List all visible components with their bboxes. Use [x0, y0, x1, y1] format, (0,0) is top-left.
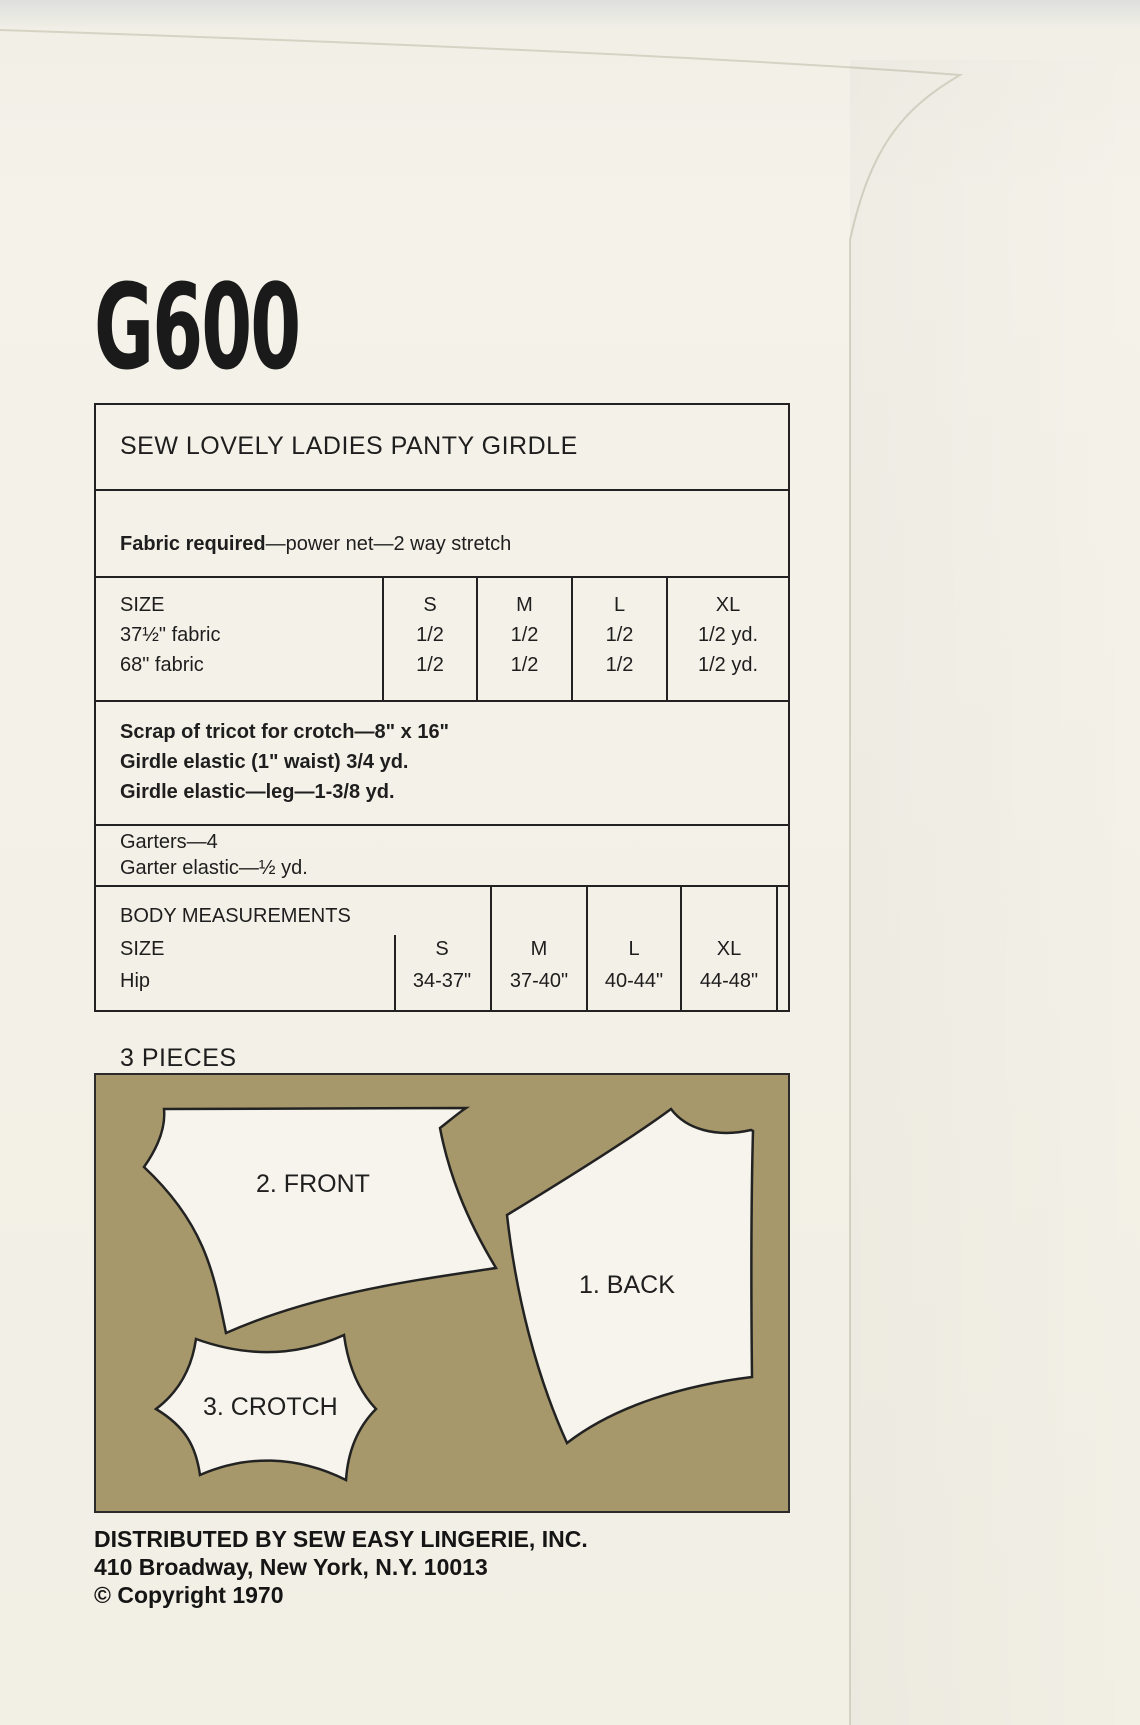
- divider: [96, 700, 788, 702]
- fabric-size-header: SIZE: [120, 594, 165, 616]
- size-header-xl: XL: [715, 594, 741, 616]
- fabric-row-label: 68" fabric: [120, 654, 204, 676]
- fabric-cell: 1/2 yd.: [697, 624, 759, 646]
- pattern-number: G600: [94, 258, 300, 396]
- body-size-label: SIZE: [120, 938, 165, 960]
- size-header-l: L: [613, 594, 626, 616]
- notion-line: Scrap of tricot for crotch—8" x 16": [120, 721, 450, 743]
- divider: [96, 489, 788, 491]
- hip-value: 40-44": [604, 970, 664, 992]
- divider: [96, 576, 788, 578]
- body-size-s: S: [435, 938, 449, 960]
- column-divider: [776, 885, 778, 1012]
- back-piece-label: 1. BACK: [579, 1271, 675, 1299]
- hip-label: Hip: [120, 970, 151, 992]
- hip-value: 44-48": [699, 970, 759, 992]
- notion-line: Girdle elastic—leg—1-3/8 yd.: [120, 781, 395, 803]
- requirements-table: [94, 403, 790, 1012]
- hip-value: 34-37": [412, 970, 472, 992]
- fabric-cell: 1/2: [510, 654, 539, 676]
- fabric-cell: 1/2: [510, 624, 539, 646]
- fabric-required-label: Fabric required: [120, 533, 266, 555]
- crotch-piece-label: 3. CROTCH: [203, 1393, 338, 1421]
- body-size-l: L: [628, 938, 640, 960]
- fabric-required: [120, 533, 511, 556]
- pattern-title: SEW LOVELY LADIES PANTY GIRDLE: [120, 432, 578, 460]
- front-piece-label: 2. FRONT: [256, 1170, 370, 1198]
- copyright-text: Copyright 1970: [117, 1582, 284, 1608]
- distributor-line: DISTRIBUTED BY SEW EASY LINGERIE, INC.: [94, 1526, 588, 1552]
- fabric-cell: 1/2: [416, 654, 444, 676]
- pattern-pieces-illustration: [96, 1075, 792, 1515]
- size-header-m: M: [516, 594, 533, 616]
- garters-line: Garter elastic—½ yd.: [120, 857, 308, 879]
- address-line: 410 Broadway, New York, N.Y. 10013: [94, 1554, 488, 1580]
- hip-value: 37-40": [509, 970, 569, 992]
- fabric-cell: 1/2: [416, 624, 444, 646]
- fabric-cell: 1/2 yd.: [697, 654, 759, 676]
- front-piece-shape: [144, 1108, 496, 1333]
- garters-line: Garters—4: [120, 831, 218, 853]
- pieces-heading: 3 PIECES: [120, 1044, 237, 1072]
- body-size-xl: XL: [716, 938, 742, 960]
- pattern-pieces-panel: [94, 1073, 790, 1513]
- notion-line: Girdle elastic (1" waist) 3/4 yd.: [120, 751, 409, 773]
- fabric-cell: 1/2: [605, 624, 634, 646]
- body-size-m: M: [530, 938, 548, 960]
- fabric-cell: 1/2: [605, 654, 634, 676]
- copyright-line: [94, 1582, 284, 1609]
- envelope-fold-shade: [850, 60, 1140, 1725]
- divider: [96, 824, 788, 826]
- fabric-required-detail: —power net—2 way stretch: [265, 533, 512, 555]
- copyright-symbol: ©: [94, 1582, 111, 1608]
- divider: [96, 885, 788, 887]
- body-measurements-heading: BODY MEASUREMENTS: [120, 905, 351, 927]
- size-header-s: S: [423, 594, 437, 616]
- fabric-row-label: 37½" fabric: [120, 624, 221, 646]
